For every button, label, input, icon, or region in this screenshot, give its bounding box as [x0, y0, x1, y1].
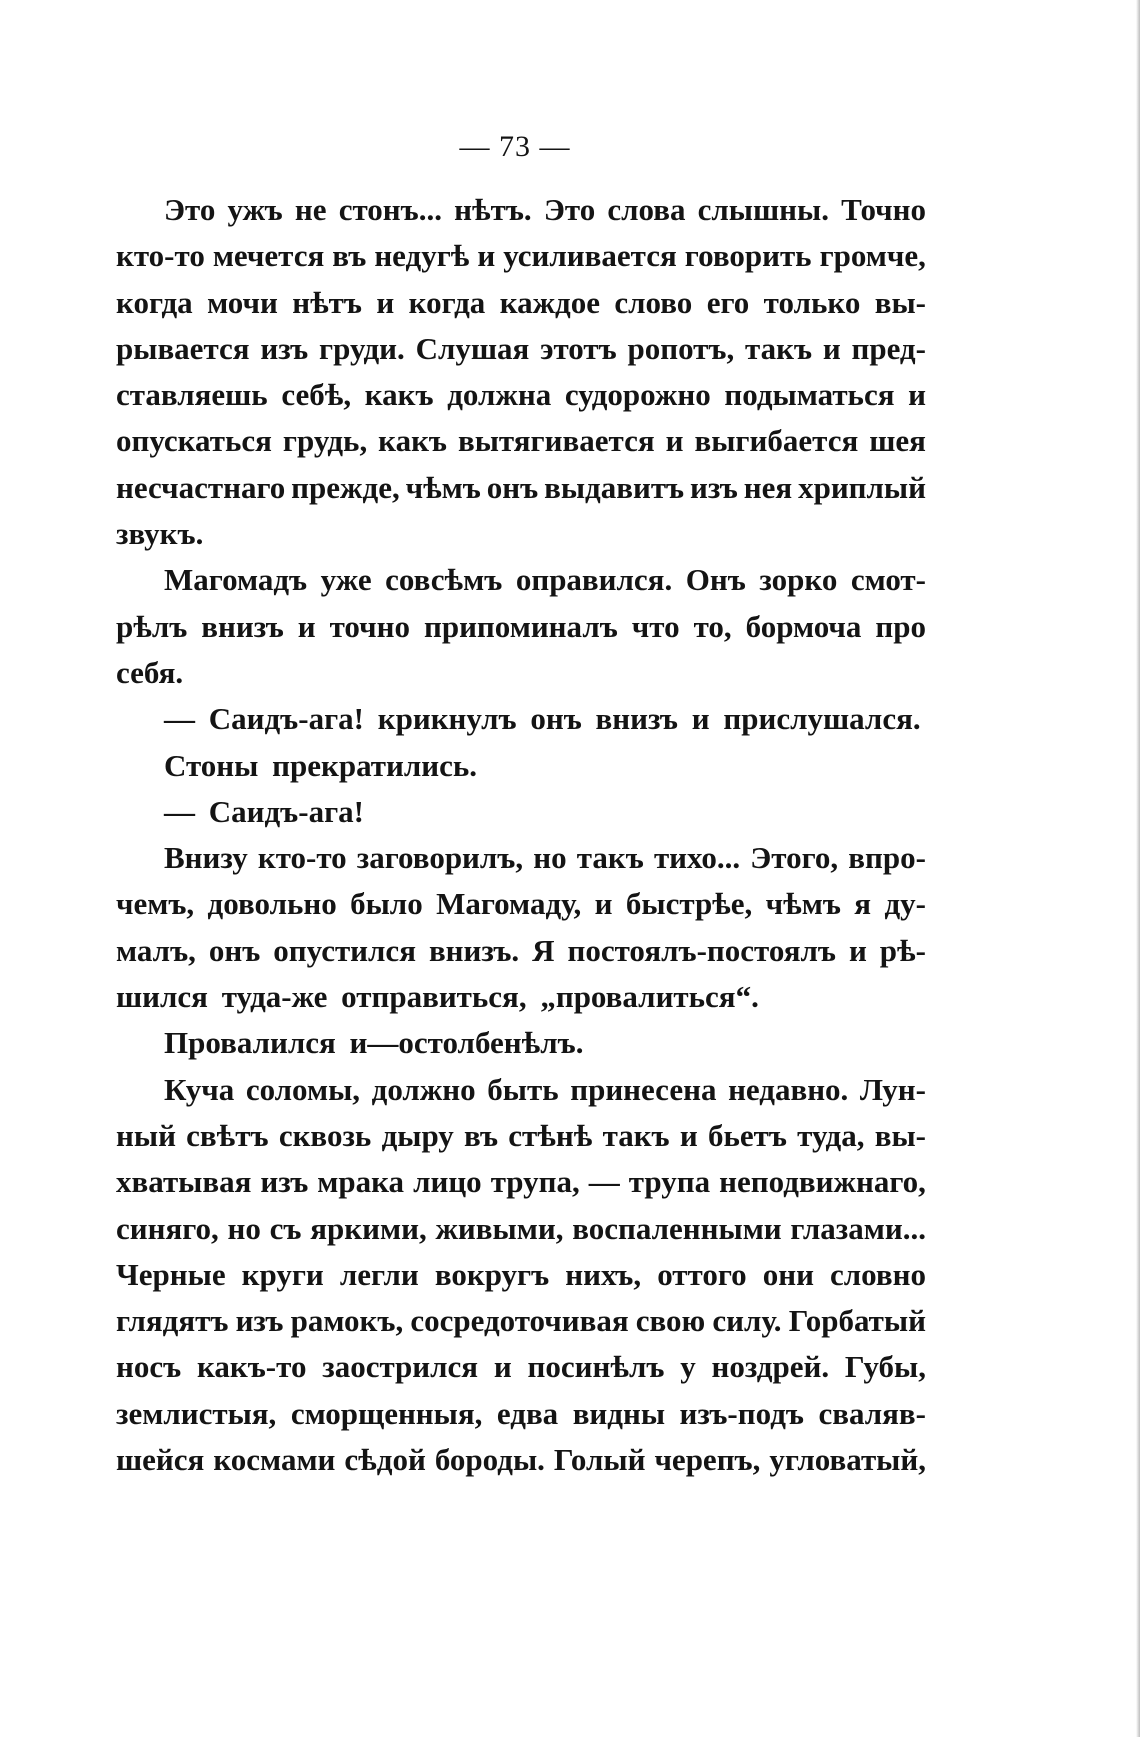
- word: тихо...: [653, 840, 741, 876]
- word: глазами...: [790, 1210, 926, 1246]
- word: оттого: [657, 1256, 747, 1292]
- word: быть: [487, 1071, 559, 1107]
- word: нѣтъ.: [454, 192, 532, 227]
- text-line: [116, 233, 926, 279]
- word: когда: [408, 284, 486, 320]
- word: силу.: [712, 1303, 782, 1339]
- word: вытягивается: [457, 423, 655, 459]
- text-line: звукъ.: [116, 516, 204, 552]
- word: слово: [614, 284, 693, 320]
- word: Магомаду,: [436, 886, 582, 922]
- word: заговорилъ,: [356, 840, 524, 876]
- word: кто-то: [257, 840, 347, 876]
- text-line: — Саидъ-ага! крикнулъ онъ внизъ и прислушался.: [164, 701, 921, 737]
- word: ноздрей.: [711, 1349, 830, 1385]
- word: уже: [320, 562, 372, 598]
- word: какъ: [378, 423, 447, 459]
- word: въ: [464, 1117, 499, 1153]
- word: Лун-: [859, 1071, 926, 1107]
- word: изъ: [235, 1303, 284, 1339]
- word: трупа,: [490, 1164, 580, 1200]
- text-line: [116, 1391, 926, 1437]
- text-line: [116, 604, 926, 650]
- word: синяго,: [116, 1210, 219, 1246]
- word: рѣ-: [879, 932, 926, 968]
- word: сквозь: [278, 1117, 372, 1153]
- word: туда,: [797, 1117, 865, 1153]
- text-line: себя.: [116, 654, 184, 690]
- word: нихъ,: [565, 1256, 642, 1292]
- page-number: — 73 —: [459, 130, 571, 163]
- word: вы-: [874, 1117, 926, 1153]
- word: бороды.: [434, 1442, 545, 1478]
- word: то,: [693, 608, 732, 644]
- word: прежде,: [291, 469, 400, 505]
- text-line: шился туда-же отправиться, „провалиться“.: [116, 979, 759, 1015]
- word: быстрѣе,: [625, 886, 753, 922]
- word: Это: [164, 192, 216, 227]
- text-line: [116, 1437, 926, 1483]
- word: и: [493, 1349, 512, 1385]
- word: бормоча: [745, 608, 862, 644]
- word: что: [631, 608, 680, 644]
- word: Я: [532, 932, 555, 968]
- word: яркими,: [310, 1210, 427, 1246]
- word: видны: [572, 1395, 666, 1431]
- word: Этого,: [750, 840, 839, 876]
- word: подыматься: [724, 377, 895, 413]
- word: но: [533, 840, 567, 876]
- word: нея: [743, 469, 793, 505]
- word: Магомадъ: [164, 562, 308, 598]
- word: его: [706, 284, 750, 320]
- word: пред-: [851, 330, 926, 366]
- word: лицо: [413, 1164, 482, 1200]
- word: соломы,: [245, 1071, 361, 1107]
- word: словно: [830, 1256, 926, 1292]
- word: круги: [241, 1256, 324, 1292]
- text-line: [116, 1206, 926, 1252]
- page-edge-shadow: [1136, 0, 1140, 1737]
- text-line: [116, 1113, 926, 1159]
- text-line: Провалился и—остолбенѣлъ.: [164, 1025, 584, 1061]
- text-line: [116, 1252, 926, 1298]
- word: себѣ,: [281, 377, 352, 413]
- word: и: [848, 932, 867, 968]
- word: ный: [116, 1117, 176, 1153]
- word: трупа: [628, 1164, 711, 1200]
- word: кто-то: [116, 238, 205, 274]
- word: такъ: [576, 840, 644, 876]
- text-line: [116, 418, 926, 464]
- word: дыру: [381, 1117, 454, 1153]
- text-line: [116, 372, 926, 418]
- word: какъ-то: [196, 1349, 307, 1385]
- word: зорко: [759, 562, 838, 598]
- word: Онъ: [685, 562, 746, 598]
- word: стонъ...: [338, 192, 442, 227]
- word: изъ: [260, 330, 309, 366]
- word: впро-: [848, 840, 926, 876]
- word: смот-: [850, 562, 926, 598]
- text-line: [116, 187, 926, 233]
- word: въ: [332, 238, 367, 274]
- word: едва: [496, 1395, 559, 1431]
- word: оправился.: [515, 562, 673, 598]
- word: сосредоточивая: [410, 1303, 629, 1339]
- word: ужъ: [227, 192, 283, 227]
- word: мочи: [207, 284, 278, 320]
- word: и: [477, 238, 496, 274]
- word: груди.: [319, 330, 405, 366]
- word: говорить: [684, 238, 812, 274]
- word: легли: [339, 1256, 419, 1292]
- text-line: [116, 881, 926, 927]
- word: выгибается: [694, 423, 859, 459]
- word: Внизу: [164, 840, 248, 876]
- word: космами: [213, 1442, 336, 1478]
- word: глядятъ: [116, 1303, 229, 1339]
- word: слова: [607, 192, 686, 227]
- word: и: [822, 330, 841, 366]
- text-line: [116, 326, 926, 372]
- word: Горбатый: [788, 1303, 926, 1339]
- body-text: [116, 187, 926, 1483]
- word: и: [908, 377, 926, 413]
- word: изъ: [260, 1164, 309, 1200]
- word: какъ: [364, 377, 434, 413]
- word: и: [665, 423, 684, 459]
- word: про: [875, 608, 926, 644]
- word: угловатый,: [769, 1442, 926, 1478]
- word: землистыя,: [116, 1395, 277, 1431]
- word: заострился: [322, 1349, 479, 1385]
- text-line: [116, 928, 926, 974]
- word: свѣтъ: [186, 1117, 269, 1153]
- word: Губы,: [844, 1349, 926, 1385]
- word: бьетъ: [707, 1117, 787, 1153]
- text-line: [116, 1067, 926, 1113]
- text-line: [116, 557, 926, 603]
- word: Это: [543, 192, 596, 227]
- word: когда: [116, 284, 193, 320]
- word: выдавитъ: [544, 469, 685, 505]
- word: усиливается: [503, 238, 677, 274]
- word: недавно.: [728, 1071, 849, 1107]
- word: чѣмъ: [405, 469, 481, 505]
- word: хриплый: [798, 469, 926, 505]
- word: и: [297, 608, 316, 644]
- word: живыми,: [435, 1210, 564, 1246]
- word: только: [763, 284, 861, 320]
- word: стѣнѣ: [508, 1117, 593, 1153]
- word: чѣмъ: [765, 886, 841, 922]
- word: я: [854, 886, 872, 922]
- word: опустился: [273, 932, 416, 968]
- word: внизъ: [201, 608, 284, 644]
- word: каждое: [499, 284, 600, 320]
- word: шея: [869, 423, 926, 459]
- word: чемъ,: [116, 886, 195, 922]
- word: малъ,: [116, 932, 196, 968]
- word: такъ: [745, 330, 813, 366]
- word: было: [350, 886, 423, 922]
- word: внизъ.: [428, 932, 520, 968]
- word: грудь,: [282, 423, 368, 459]
- word: сморщенныя,: [290, 1395, 483, 1431]
- word: не: [294, 192, 327, 227]
- word: мечется: [212, 238, 325, 274]
- word: они: [762, 1256, 814, 1292]
- word: ставляешь: [116, 377, 268, 413]
- word: слышны.: [697, 192, 829, 227]
- word: этотъ: [540, 330, 617, 366]
- word: Точно: [841, 192, 926, 227]
- word: у: [680, 1349, 696, 1385]
- text-line: [116, 1159, 926, 1205]
- word: изъ-подъ: [679, 1395, 804, 1431]
- text-line: [116, 280, 926, 326]
- word: судорожно: [564, 377, 711, 413]
- word: и: [594, 886, 613, 922]
- word: громче,: [819, 238, 926, 274]
- word: должно: [371, 1071, 476, 1107]
- word: онъ: [208, 932, 261, 968]
- word: припоминалъ: [423, 608, 618, 644]
- word: постоялъ-постоялъ: [567, 932, 836, 968]
- word: изъ: [690, 469, 738, 505]
- word: такъ: [602, 1117, 670, 1153]
- word: Куча: [164, 1071, 235, 1107]
- word: свою: [635, 1303, 706, 1339]
- text-line: [116, 1298, 926, 1344]
- word: посинѣлъ: [527, 1349, 665, 1385]
- word: принесена: [570, 1071, 717, 1107]
- text-line: [116, 465, 926, 511]
- text-line: Стоны прекратились.: [164, 747, 478, 783]
- word: недугѣ: [374, 238, 470, 274]
- word: рывается: [116, 330, 250, 366]
- word: хватывая: [116, 1164, 252, 1200]
- word: и: [376, 284, 395, 320]
- word: рѣлъ: [116, 608, 188, 644]
- word: и: [679, 1117, 698, 1153]
- word: сваляв-: [818, 1395, 926, 1431]
- word: шейся: [116, 1442, 205, 1478]
- word: вокругъ: [434, 1256, 550, 1292]
- word: черепъ,: [654, 1442, 761, 1478]
- word: носъ: [116, 1349, 182, 1385]
- word: Слушая: [415, 330, 530, 366]
- word: онъ: [486, 469, 539, 505]
- text-line: [116, 835, 926, 881]
- word: нѣтъ: [292, 284, 362, 320]
- word: сѣдой: [344, 1442, 426, 1478]
- text-line: — Саидъ-ага!: [164, 793, 364, 829]
- word: мрака: [317, 1164, 405, 1200]
- word: ду-: [884, 886, 926, 922]
- word: воспаленными: [572, 1210, 782, 1246]
- word: несчастнаго: [116, 469, 286, 505]
- word: опускаться: [116, 423, 272, 459]
- word: ропотъ,: [627, 330, 735, 366]
- word: неподвижнаго,: [719, 1164, 926, 1200]
- word: совсѣмъ: [385, 562, 503, 598]
- word: —: [588, 1164, 620, 1200]
- word: довольно: [207, 886, 337, 922]
- word: должна: [447, 377, 552, 413]
- word: вы-: [874, 284, 926, 320]
- text-line: [116, 1344, 926, 1390]
- word: точно: [329, 608, 410, 644]
- word: Голый: [553, 1442, 646, 1478]
- word: рамокъ,: [290, 1303, 404, 1339]
- word: Черные: [116, 1256, 226, 1292]
- word: но: [227, 1210, 261, 1246]
- word: съ: [269, 1210, 302, 1246]
